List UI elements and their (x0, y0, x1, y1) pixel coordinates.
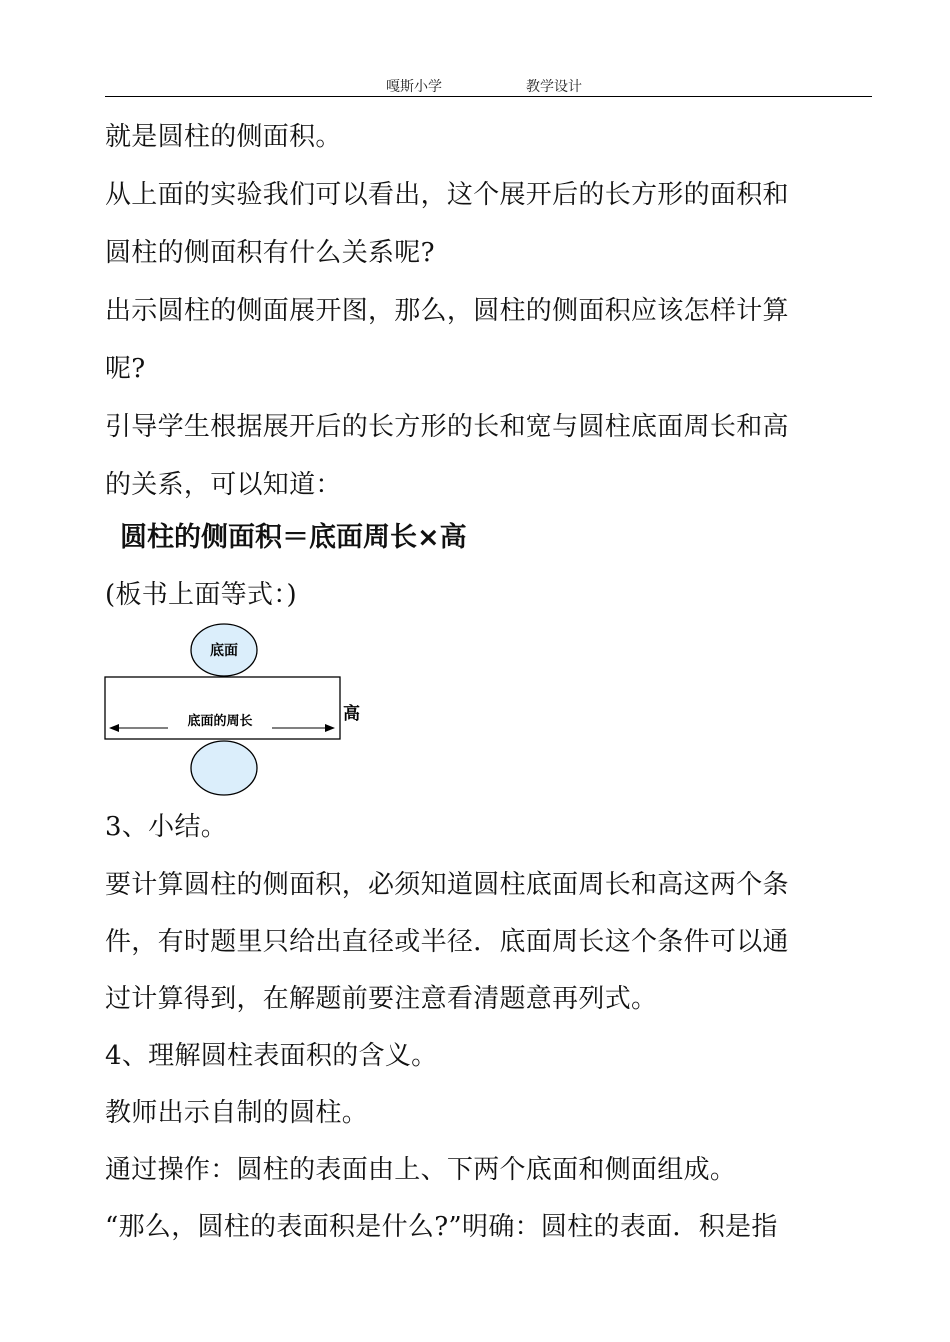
perimeter-label: 底面的周长 (187, 714, 253, 729)
summary-line-3: 过计算得到，在解题前要注意看清题意再列式。 (105, 984, 658, 1014)
body-line-4: 出示圆柱的侧面展开图，那么，圆柱的侧面积应该怎样计算 (105, 296, 789, 326)
formula-lateral-area: 圆柱的侧面积＝底面周长×高 (120, 522, 467, 553)
body-line-2: 从上面的实验我们可以看出，这个展开后的长方形的面积和 (105, 180, 789, 210)
summary-line-1: 要计算圆柱的侧面积，必须知道圆柱底面周长和高这两个条 (105, 870, 789, 900)
summary-line-2: 件，有时题里只给出直径或半径．底面周长这个条件可以通 (105, 927, 789, 957)
body-line-6: 引导学生根据展开后的长方形的长和宽与圆柱底面周长和高 (105, 412, 789, 442)
page-header (0, 76, 950, 96)
header-school: 嘎斯小学 (386, 79, 442, 95)
body-line-7: 的关系，可以知道： (105, 470, 342, 500)
section-3-title: 3、小结。 (105, 812, 228, 842)
top-base-label: 底面 (210, 643, 238, 659)
bottom-base-circle (191, 741, 257, 795)
lateral-rectangle (105, 677, 340, 739)
body-line-teacher: 教师出示自制的圆柱。 (105, 1098, 369, 1128)
section-4-title: 4、理解圆柱表面积的含义。 (105, 1041, 438, 1071)
body-line-operation: 通过操作：圆柱的表面由上、下两个底面和侧面组成。 (105, 1155, 737, 1185)
body-line-1: 就是圆柱的侧面积。 (105, 122, 342, 152)
body-line-question: “那么，圆柱的表面积是什么?”明确：圆柱的表面．积是指 (105, 1212, 778, 1242)
header-rule (105, 96, 872, 97)
board-note: (板书上面等式：) (105, 580, 297, 610)
cylinder-net-diagram (100, 618, 380, 798)
height-label: 高 (343, 704, 360, 724)
body-line-5: 呢? (105, 354, 146, 384)
header-doc-type: 教学设计 (526, 79, 582, 95)
body-line-3: 圆柱的侧面积有什么关系呢? (105, 238, 435, 268)
